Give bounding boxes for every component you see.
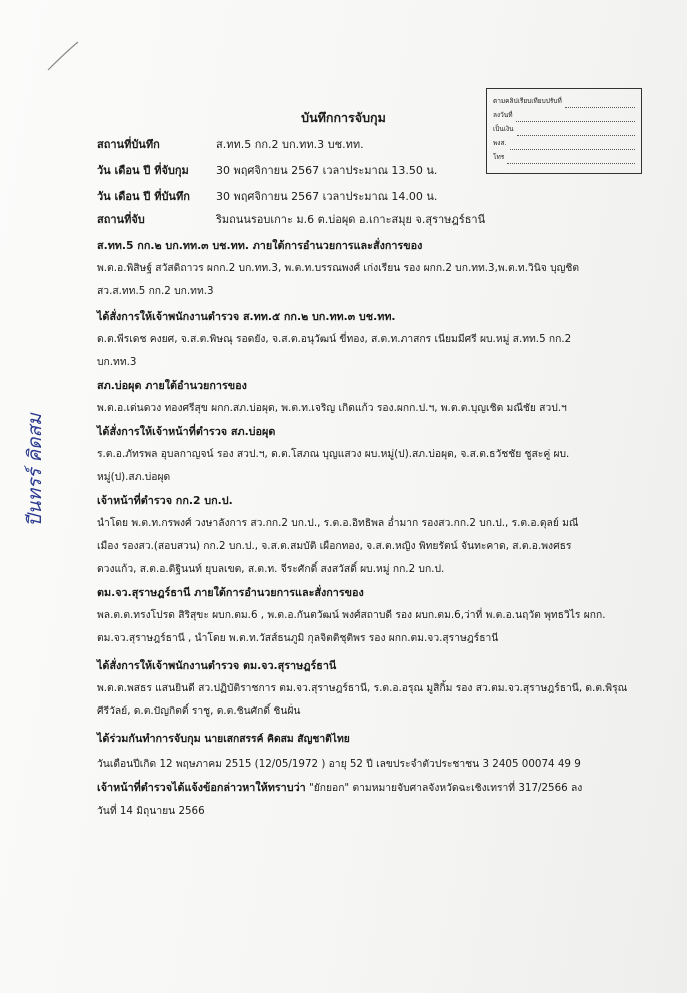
- section-line: สว.ส.ทท.5 กก.2 บก.ทท.3: [97, 285, 214, 297]
- informed-line-2: วันที่ 14 มิถุนายน 2566: [97, 805, 205, 817]
- header-value: 30 พฤศจิกายน 2567 เวลาประมาณ 13.50 น.: [216, 164, 438, 177]
- section-heading: เจ้าหน้าที่ตำรวจ กก.2 บก.ป.: [97, 494, 233, 507]
- section-line: พ.ต.อ.เด่นดวง ทองศรีสุข ผกก.สภ.บ่อผุด, พ.ต.ท.เจริญ เกิดแก้ว รอง.ผกก.ป.ฯ, พ.ต.ต.บุญเชิด มณีชัย สวป.ฯ: [97, 402, 567, 414]
- header-label: วัน เดือน ปี ที่จับกุม: [97, 164, 189, 177]
- stamp-label: พงส.: [493, 139, 507, 147]
- header-row-arrest-date: [97, 163, 438, 179]
- section-heading: สภ.บ่อผุด ภายใต้อำนวยการของ: [97, 379, 247, 392]
- header-label: สถานที่จับ: [97, 213, 145, 226]
- body-sections: [97, 234, 657, 823]
- header-value: ส.ทท.5 กก.2 บก.ทท.3 บช.ทท.: [216, 138, 364, 151]
- section-line: พล.ต.ต.ทรงโปรด สิริสุขะ ผบก.ตม.6 , พ.ต.อ.กันตวัฒน์ พงศ์สถาบดี รอง ผบก.ตม.6,ว่าที่ พ.ต.อ.นฤวัต พุทธวิไร ผกก.: [97, 609, 606, 621]
- section-line: เมือง รองสว.(สอบสวน) กก.2 บก.ป., จ.ส.ต.สมบัติ เผือกทอง, จ.ส.ต.หญิง พิทยรัตน์ จันทะคาด, ส.ต.อ.พงศธร: [97, 540, 572, 552]
- stamp-row-phone: [493, 150, 635, 164]
- header-label: สถานที่บันทึก: [97, 138, 160, 151]
- handwritten-text: ปีนทรร์ คิดสม: [24, 413, 46, 527]
- section-line: ร.ต.อ.ภัทรพล อุบลกาญจน์ รอง สวป.ฯ, ด.ต.โสภณ บุญแสวง ผบ.หมู่(ป).สภ.บ่อผุด, จ.ส.ต.ธวัชชัย ชูสะคู่ ผบ.: [97, 448, 570, 460]
- header-label: วัน เดือน ปี ที่บันทึก: [97, 190, 190, 203]
- section-line: บก.ทท.3: [97, 356, 137, 368]
- section-heading: ได้สั่งการให้เจ้าหน้าที่ตำรวจ สภ.บ่อผุด: [97, 425, 276, 438]
- section-heading: ตม.จว.สุราษฎร์ธานี ภายใต้การอำนวยการและสั่งการของ: [97, 586, 364, 599]
- header-row-arrest-place: [97, 212, 486, 228]
- section-line: นำโดย พ.ต.ท.กรพงศ์ วงษาลังการ สว.กก.2 บก.ป., ร.ต.อ.อิทธิพล อ่ำมาก รองสว.กก.2 บก.ป., ร.ต.อ.ดุลย์ มณี: [97, 517, 579, 529]
- stamp-row-receipt: [493, 94, 635, 108]
- section-line: พ.ต.ต.พสธร แสนยินดี สว.ปฏิบัติราชการ ตม.จว.สุราษฎร์ธานี, ร.ต.อ.อรุณ มูสิกิ้ม รอง สว.ตม.จว.สุราษฎร์ธานี, ด.ต.พิรุณ: [97, 682, 628, 694]
- informed-value: "ยักยอก" ตามหมายจับศาลจังหวัดฉะเชิงเทราที่ 317/2566 ลง: [305, 782, 583, 794]
- fine-stamp-box: [486, 88, 642, 174]
- stamp-row-officer: [493, 136, 635, 150]
- header-value: 30 พฤศจิกายน 2567 เวลาประมาณ 14.00 น.: [216, 190, 438, 203]
- birth-line: วันเดือนปีเกิด 12 พฤษภาคม 2515 (12/05/1972 ) อายุ 52 ปี เลขประจำตัวประชาชน 3 2405 00074 49 9: [97, 758, 581, 770]
- section-line: พ.ต.อ.พิสิษฐ์ สวัสดิถาวร ผกก.2 บก.ทท.3, พ.ต.ท.บรรณพงศ์ เก่งเรียน รอง ผกก.2 บก.ทท.3,พ.ต.ท.วินิจ บุญชิต: [97, 262, 580, 274]
- section-line: ศีรีวัลย์, ด.ต.ปัญกิตติ์ ราชู, ด.ต.ชินศักดิ์ ชินฝั่น: [97, 705, 301, 717]
- document-title: บันทึกการจับกุม: [301, 110, 386, 125]
- section-heading: ได้สั่งการให้เจ้าพนักงานตำรวจ ส.ทท.๕ กก.๒ บก.ทท.๓ บช.ทท.: [97, 310, 396, 323]
- section-heading: ส.ทท.5 กก.๒ บก.ทท.๓ บช.ทท. ภายใต้การอำนวยการและสั่งการของ: [97, 239, 423, 252]
- header-value: ริมถนนรอบเกาะ ม.6 ต.บ่อผุด อ.เกาะสมุย จ.สุราษฎร์ธานี: [216, 213, 486, 226]
- stamp-label: ลงวันที่: [493, 111, 513, 119]
- informed-label: เจ้าหน้าที่ตำรวจได้แจ้งข้อกล่าวหาให้ทราบว่า: [97, 781, 306, 794]
- header-row-record-date: [97, 189, 438, 205]
- handwritten-signature: [16, 380, 66, 560]
- section-line: ด.ต.พีรเดช คงยศ, จ.ส.ต.พิษณุ รอดยัง, จ.ส.ต.อนุวัฒน์ ขี่ทอง, ส.ต.ท.ภาสกร เนียมมีศรี ผบ.หมู่ ส.ทท.5 กก.2: [97, 333, 572, 345]
- cooperation-value: นายเสกสรรค์ คิดสม สัญชาติไทย: [200, 733, 350, 745]
- pen-stroke-mark: [46, 40, 80, 72]
- section-line: ตม.จว.สุราษฎร์ธานี , นำโดย พ.ต.ท.วัสส์ธนภูมิ กุลจิตติชุติพร รอง ผกก.ตม.จว.สุราษฎร์ธานี: [97, 632, 499, 644]
- informed-line: [97, 776, 657, 800]
- cooperation-label: ได้ร่วมกันทำการจับกุม: [97, 732, 201, 745]
- section-line: หมู่(ป).สภ.บ่อผุด: [97, 471, 171, 483]
- section-heading: ได้สั่งการให้เจ้าพนักงานตำรวจ ตม.จว.สุราษฎร์ธานี: [97, 659, 337, 672]
- section-line: ดวงแก้ว, ส.ต.อ.ดิฐินนท์ ยุบลเขต, ส.ต.ท. จีระศักดิ์ สงสวัสดิ์ ผบ.หมู่ กก.2 บก.ป.: [97, 563, 445, 575]
- stamp-label: ตามคลิปเรียบเทียบปรับที่: [493, 97, 562, 105]
- cooperation-line: [97, 727, 657, 751]
- header-row-place-record: [97, 137, 364, 153]
- stamp-label: เป็นเงิน: [493, 125, 514, 133]
- stamp-label: โทร: [493, 153, 505, 161]
